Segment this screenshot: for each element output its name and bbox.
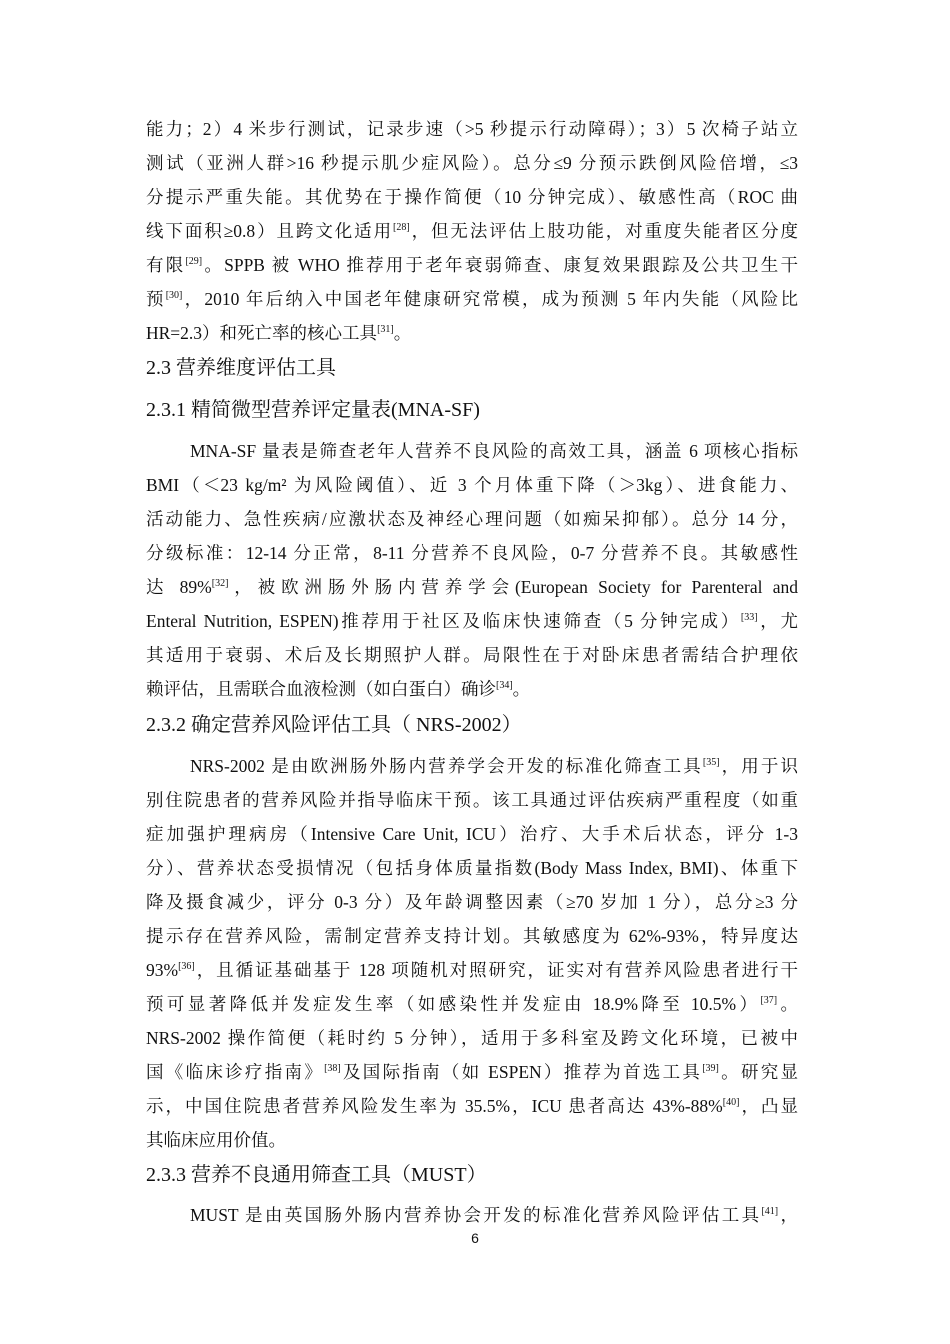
paragraph-line: 分级标准：12-14 分正常，8-11 分营养不良风险，0-7 分营养不良。其敏感性 <box>146 543 798 563</box>
subsection-heading: 2.3.2 确定营养风险评估工具（ NRS-2002） <box>146 714 522 736</box>
paragraph-line: 有限[29]。SPPB 被 WHO 推荐用于老年衰弱筛查、康复效果跟踪及公共卫生干 <box>146 255 798 275</box>
subsection-heading: 2.3.1 精简微型营养评定量表(MNA-SF) <box>146 399 480 421</box>
citation: [29] <box>185 256 203 267</box>
paragraph-line: MUST 是由英国肠外肠内营养协会开发的标准化营养风险评估工具[41]， <box>190 1205 799 1225</box>
paragraph-line: 其适用于衰弱、术后及长期照护人群。局限性在于对卧床患者需结合护理依 <box>146 645 798 665</box>
paragraph-line: HR=2.3）和死亡率的核心工具[31]。 <box>146 323 412 343</box>
paragraph-line: 国《临床诊疗指南》[38]及国际指南（如 ESPEN）推荐为首选工具[39]。研究显 <box>146 1062 799 1082</box>
citation: [38] <box>324 1063 341 1074</box>
paragraph-line: 预[30]，2010 年后纳入中国老年健康研究常模，成为预测 5 年内失能（风险比 <box>146 289 798 309</box>
citation: [35] <box>702 757 720 768</box>
paragraph-line: NRS-2002 是由欧洲肠外肠内营养学会开发的标准化筛查工具[35]，用于识 <box>190 756 799 776</box>
paragraph-line: NRS-2002 操作简便（耗时约 5 分钟），适用于多科室及跨文化环境，已被中 <box>146 1028 798 1048</box>
paragraph-line: 活动能力、急性疾病/应激状态及神经心理问题（如痴呆抑郁）。总分 14 分， <box>146 509 798 529</box>
paragraph-line: 93%[36]，且循证基础基于 128 项随机对照研究，证实对有营养风险患者进行干 <box>146 960 798 980</box>
citation: [31] <box>377 324 394 335</box>
paragraph-line: MNA-SF 量表是筛查老年人营养不良风险的高效工具，涵盖 6 项核心指标 <box>190 441 798 461</box>
citation: [30] <box>165 290 183 301</box>
paragraph-line: 提示存在营养风险，需制定营养支持计划。其敏感度为 62%-93%，特异度达 <box>146 926 798 946</box>
paragraph-line: 分提示严重失能。其优势在于操作简便（10 分钟完成）、敏感性高（ROC 曲 <box>146 187 798 207</box>
citation: [33] <box>740 612 758 623</box>
paragraph-line: 分）、营养状态受损情况（包括身体质量指数(Body Mass Index, BMI)、体重下 <box>146 858 798 878</box>
page-number: 6 <box>471 1230 479 1246</box>
citation: [37] <box>760 995 778 1006</box>
citation: [28] <box>392 222 410 233</box>
paragraph-line: 降及摄食减少，评分 0-3 分）及年龄调整因素（≥70 岁加 1 分），总分≥3 分 <box>146 892 798 912</box>
paragraph-line: BMI（＜23 kg/m² 为风险阈值）、近 3 个月体重下降（＞3kg）、进食能力、 <box>146 475 798 495</box>
paragraph-line: 预可显著降低并发症发生率（如感染性并发症由 18.9%降至 10.5%）[37]。 <box>146 994 799 1014</box>
paragraph-line: 测试（亚洲人群>16 秒提示肌少症风险）。总分≤9 分预示跌倒风险倍增，≤3 <box>146 153 798 173</box>
paragraph-line: 能力；2）4 米步行测试，记录步速（>5 秒提示行动障碍）；3）5 次椅子站立 <box>146 119 798 139</box>
section-heading: 2.3 营养维度评估工具 <box>146 357 336 379</box>
citation: [40] <box>722 1097 740 1108</box>
paragraph-line: 示，中国住院患者营养风险发生率为 35.5%，ICU 患者高达 43%-88%[40]，凸显 <box>146 1096 798 1116</box>
paragraph-line: 达 89%[32]，被欧洲肠外肠内营养学会(European Society for Parenteral and <box>146 577 798 597</box>
paragraph-line: Enteral Nutrition, ESPEN)推荐用于社区及临床快速筛查（5 分钟完成）[33]，尤 <box>146 611 798 631</box>
paragraph-line: 别住院患者的营养风险并指导临床干预。该工具通过评估疾病严重程度（如重 <box>146 790 798 810</box>
citation: [34] <box>496 680 513 691</box>
paragraph-line: 赖评估，且需联合血液检测（如白蛋白）确诊[34]。 <box>146 679 531 699</box>
citation: [32] <box>211 578 229 589</box>
citation: [39] <box>702 1063 719 1074</box>
paragraph-line: 其临床应用价值。 <box>146 1130 286 1150</box>
paragraph-line: 症加强护理病房（Intensive Care Unit, ICU）治疗、大手术后状态，评分 1-3 <box>146 824 798 844</box>
citation: [36] <box>178 961 195 972</box>
subsection-heading: 2.3.3 营养不良通用筛查工具（MUST） <box>146 1164 487 1186</box>
paragraph-line: 线下面积≥0.8）且跨文化适用[28]，但无法评估上肢功能，对重度失能者区分度 <box>146 221 798 241</box>
citation: [41] <box>761 1206 779 1217</box>
